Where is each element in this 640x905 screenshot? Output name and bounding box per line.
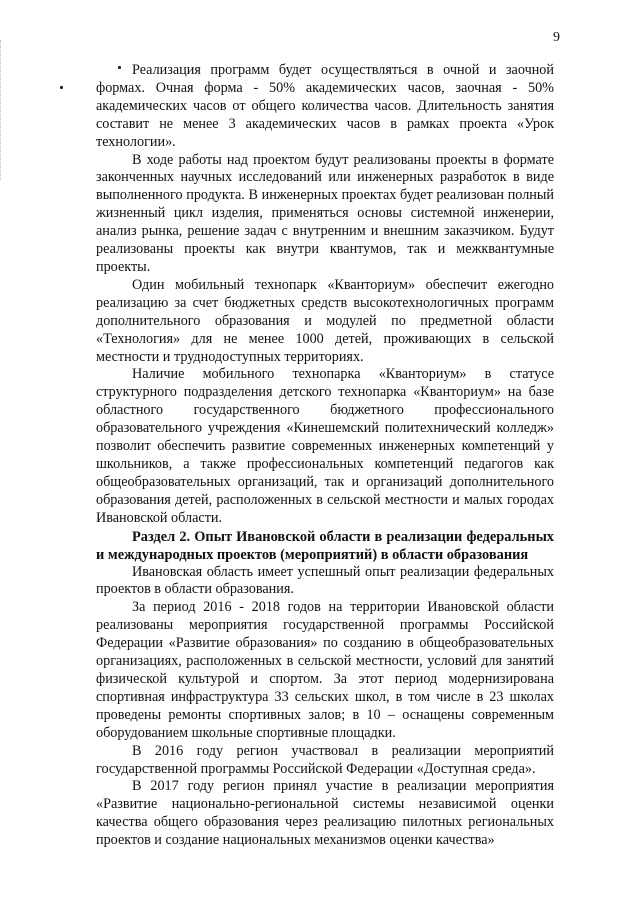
- paragraph: Наличие мобильного технопарка «Кванториум» в статусе структурного подразделения детского технопарка «Кванториум» на базе областного государственного бюджетного профессионального образовательного учреждения «Кинешемский политехнический колледж» позволит обеспечить развитие современных инженерных компетенций у школьников, а также профессиональных компетенций педагогов как общеобразовательных организаций, так и организаций дополнительного образования детей, расположенных в сельской местности и малых городах Ивановской области.: [96, 366, 554, 526]
- scan-dot-2: [60, 86, 63, 89]
- paragraph: В 2017 году регион принял участие в реализации мероприятия «Развитие национально-региональной системы независимой оценки качества общего образования через реализацию пилотных региональных проектов и создание национальных механизмов оценки качества»: [96, 778, 554, 849]
- scan-edge-marks: [0, 40, 3, 180]
- paragraph: В ходе работы над проектом будут реализованы проекты в формате законченных научных исследований или инженерных разработок в виде выполненного продукта. В инженерных проектах будет реализован полный жизненный цикл изделия, применяться основы системной инженерии, анализ рынка, решение задач с внутренним и внешним заказчиком. Будут реализованы проекты как внутри квантумов, так и межквантумные проекты.: [96, 151, 554, 275]
- page-number: 9: [553, 30, 560, 45]
- paragraph: В 2016 году регион участвовал в реализации мероприятий государственной программы Российской Федерации «Доступная среда».: [96, 742, 554, 777]
- paragraph: Один мобильный технопарк «Кванториум» обеспечит ежегодно реализацию за счет бюджетных средств высокотехнологичных программ дополнительного образования и модулей по предметной области «Технология» для не менее 1000 детей, проживающих в сельской местности и труднодоступных территориях.: [96, 276, 554, 365]
- paragraph: За период 2016 - 2018 годов на территории Ивановской области реализованы мероприятия государственной программы Российской Федерации «Развитие образования» по созданию в общеобразовательных организациях, расположенных в сельской местности, условий для занятий физической культурой и спортом. За этот период модернизирована спортивная инфраструктура 33 сельских школ, в том числе в 23 школах проведены ремонты спортивных залов; в 10 – оснащены современным оборудованием школьные спортивные площадки.: [96, 599, 554, 741]
- paragraph: Реализация программ будет осуществляться в очной и заочной формах. Очная форма - 50% академических часов, заочная - 50% академических часов от общего количества часов. Длительность занятия составит не менее 3 академических часов в рамках проекта «Урок технологии».: [96, 62, 554, 150]
- document-body: [96, 62, 554, 850]
- paragraph: Ивановская область имеет успешный опыт реализации федеральных проектов в области образования.: [96, 563, 554, 598]
- section-heading: Раздел 2. Опыт Ивановской области в реализации федеральных и международных проектов (мероприятий) в области образования: [96, 528, 554, 563]
